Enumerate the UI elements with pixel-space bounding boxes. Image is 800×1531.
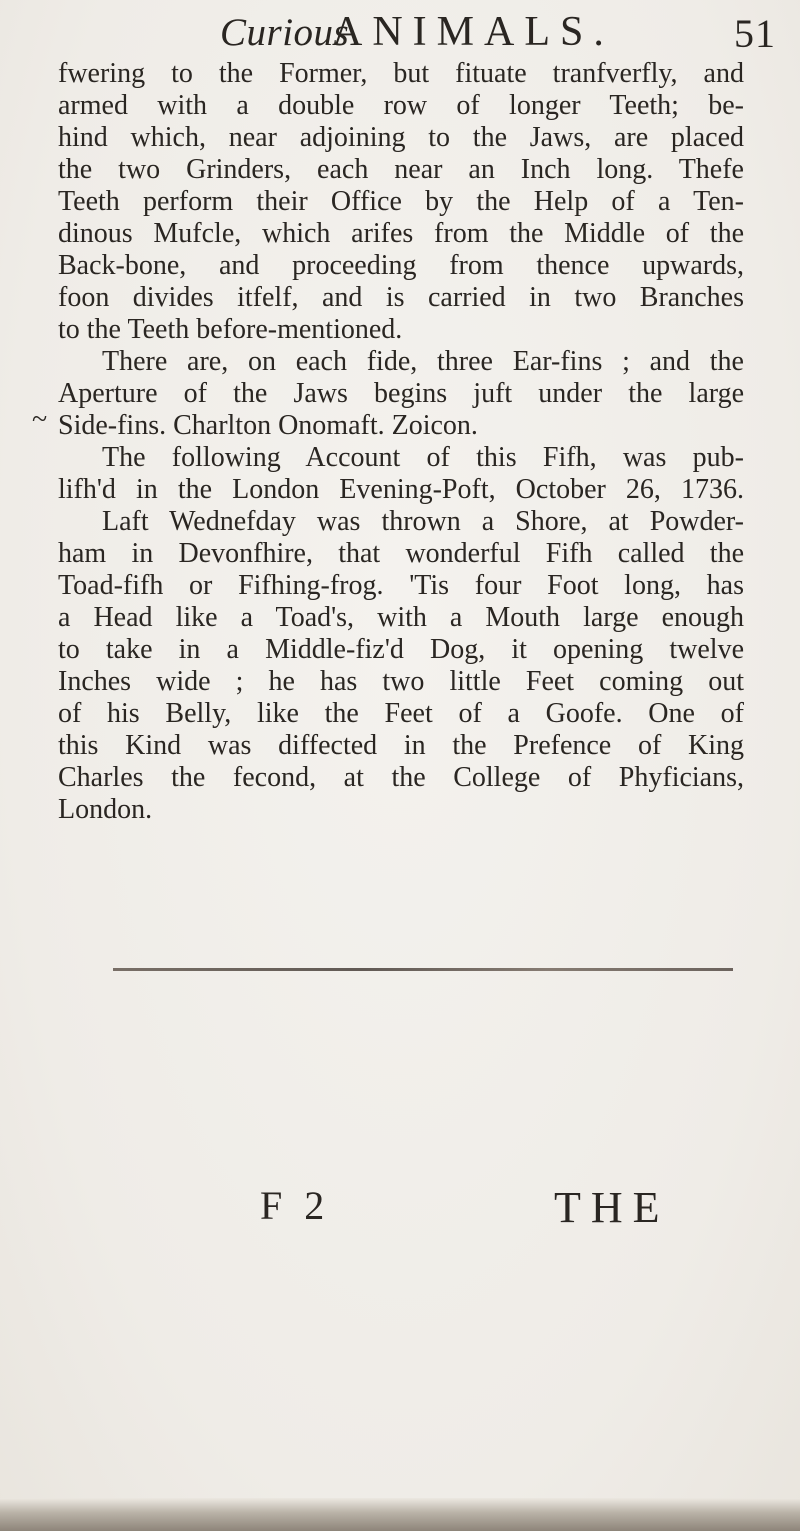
text-line: armed with a double row of longer Teeth; be- bbox=[58, 90, 744, 121]
running-head bbox=[0, 8, 800, 58]
page-bottom-edge bbox=[0, 1498, 800, 1531]
text-line: dinous Mufcle, which arifes from the Middle of the bbox=[58, 218, 744, 249]
text-line: foon divides itfelf, and is carried in two Branches bbox=[58, 282, 744, 313]
text-line: ham in Devonfhire, that wonderful Fifh called the bbox=[58, 538, 744, 569]
text-line: the two Grinders, each near an Inch long. Thefe bbox=[58, 154, 744, 185]
text-line: Toad-fifh or Fifhing-frog. 'Tis four Foot long, has bbox=[58, 570, 744, 601]
signature-mark: F 2 bbox=[260, 1183, 331, 1228]
running-head-italic: Curious bbox=[220, 11, 350, 54]
text-line: Aperture of the Jaws begins juft under the large bbox=[58, 378, 744, 409]
text-line: Back-bone, and proceeding from thence upwards, bbox=[58, 250, 744, 281]
text-line: fwering to the Former, but fituate tranfverfly, and bbox=[58, 58, 744, 89]
margin-mark: ~ bbox=[32, 404, 48, 435]
text-line: Inches wide ; he has two little Feet coming out bbox=[58, 666, 744, 697]
body-text bbox=[58, 58, 744, 826]
text-line: Teeth perform their Office by the Help of a Ten- bbox=[58, 186, 744, 217]
section-rule bbox=[113, 968, 733, 971]
text-line: a Head like a Toad's, with a Mouth large enough bbox=[58, 602, 744, 633]
text-line: Charles the fecond, at the College of Phyficians, bbox=[58, 762, 744, 793]
text-line: Laft Wednefday was thrown a Shore, at Powder- bbox=[102, 506, 744, 537]
text-line: hind which, near adjoining to the Jaws, are placed bbox=[58, 122, 744, 153]
text-line: London. bbox=[58, 794, 153, 825]
text-line: this Kind was diffected in the Prefence of King bbox=[58, 730, 744, 761]
text-line: lifh'd in the London Evening-Poft, October 26, 1736. bbox=[58, 474, 744, 505]
page-number: 51 bbox=[734, 11, 776, 56]
text-line: There are, on each fide, three Ear-fins ; and the bbox=[102, 346, 744, 377]
text-line: to take in a Middle-fiz'd Dog, it opening twelve bbox=[58, 634, 744, 665]
page-footer bbox=[0, 1182, 800, 1232]
text-line: to the Teeth before-mentioned. bbox=[58, 314, 403, 345]
catchword: THE bbox=[554, 1183, 670, 1232]
running-head-title: ANIMALS. bbox=[332, 9, 614, 55]
text-line: Side-fins. Charlton Onomaft. Zoicon. bbox=[58, 410, 478, 441]
text-line: of his Belly, like the Feet of a Goofe. One of bbox=[58, 698, 744, 729]
text-line: The following Account of this Fifh, was pub- bbox=[102, 442, 744, 473]
